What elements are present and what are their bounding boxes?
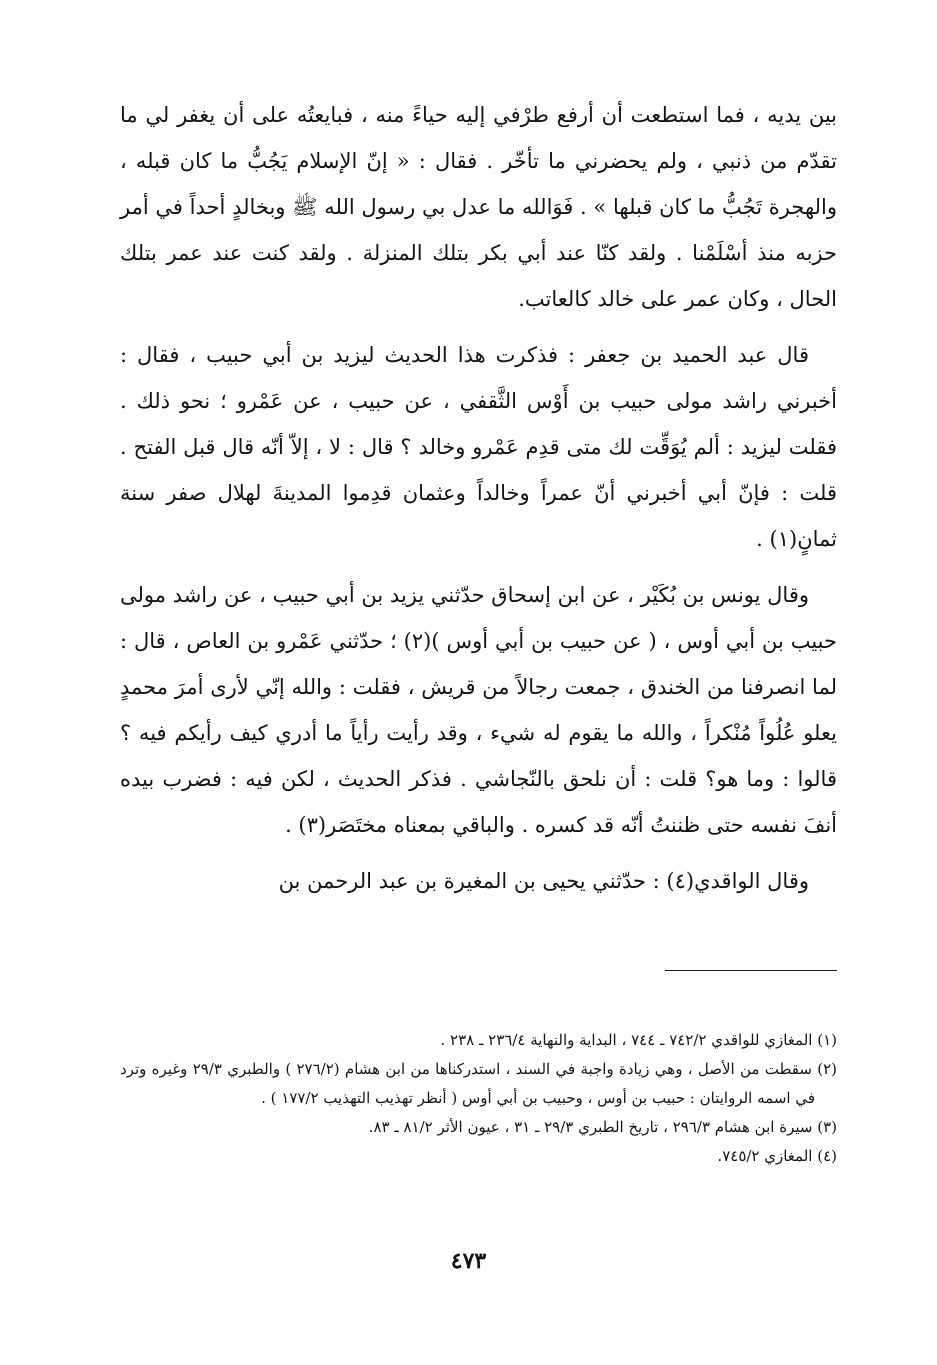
- page-number: ٤٧٣: [450, 1248, 487, 1274]
- footnote-2: (٢) سقطت من الأصل ، وهي زيادة واجبة في السند ، استدركناها من ابن هشام (٢٧٦/٢ ) والطبري ٢٩/٣ وغيره وترد في اسمه الروايتان : حبيب بن أوس ، وحبيب بن أبي أوس ( أنظر تهذيب التهذيب ١٧٧/٢ ) .: [120, 1060, 837, 1107]
- footnote-divider: [665, 970, 837, 971]
- footnotes: [120, 1026, 837, 1171]
- main-text: [120, 92, 837, 904]
- paragraph-3: وقال يونس بن بُكَيْر ، عن ابن إسحاق حدّثني يزيد بن أبي حبيب ، عن راشد مولى حبيب بن أبي أوس ، ( عن حبيب بن أبي أوس )(٢) ؛ حدّثني عَمْرو بن العاص ، قال : لما انصرفنا من الخندق ، جمعت رجالاً من قريش ، فقلت : والله إنّي لأرى أمرَ محمدٍ يعلو عُلُواً مُنْكراً ، والله ما يقوم له شيء ، وقد رأيت رأياً ما أدري كيف رأيكم فيه ؟ قالوا : وما هو؟ قلت : أن نلحق بالنّجاشي . فذكر الحديث ، لكن فيه : فضرب بيده أنفَ نفسه حتى ظننتُ أنّه قد كسره . والباقي بمعناه مختَصَر(٣) .: [120, 583, 838, 837]
- paragraph-2: قال عبد الحميد بن جعفر : فذكرت هذا الحديث ليزيد بن أبي حبيب ، فقال : أخبرني راشد مولى حبيب بن أَوْس الثَّقفي ، عن حبيب ، عن عَمْرو ؛ نحو ذلك . فقلت ليزيد : ألم يُوَقِّت لك متى قدِم عَمْرو وخالد ؟ قال : لا ، إلاّ أنّه قال قبل الفتح . قلت : فإنّ أبي أخبرني أنّ عمراً وخالداً وعثمان قدِموا المدينةَ لهلال صفر سنة ثمانٍ(١) .: [120, 343, 837, 551]
- paragraph-4: وقال الواقدي(٤) : حدّثني يحيى بن المغيرة بن عبد الرحمن بن: [278, 869, 809, 893]
- footnote-3: (٣) سيرة ابن هشام ٢٩٦/٣ ، تاريخ الطبري ٢٩/٣ ـ ٣١ ، عيون الأثر ٨١/٢ ـ ٨٣.: [368, 1118, 837, 1136]
- footnote-1: (١) المغازي للواقدي ٧٤٢/٢ ـ ٧٤٤ ، البداية والنهاية ٢٣٦/٤ ـ ٢٣٨ .: [440, 1031, 837, 1049]
- footnote-4: (٤) المغازي ٧٤٥/٢.: [717, 1147, 837, 1165]
- paragraph-1: بين يديه ، فما استطعت أن أرفع طرْفي إليه حياءً منه ، فبايعتُه على أن يغفر لي ما تقدّم من ذنبي ، ولم يحضرني ما تأخّر . فقال : « إنّ الإسلام يَجُبُّ ما كان قبله ، والهجرة تَجُبُّ ما كان قبلها » . فَوَالله ما عدل بي رسول الله ﷺ وبخالدٍ أحداً في أمر حزبه منذ أسْلَمْنا . ولقد كنّا عند أبي بكر بتلك المنزلة . ولقد كنت عند عمر بتلك الحال ، وكان عمر على خالد كالعاتب.: [120, 103, 837, 311]
